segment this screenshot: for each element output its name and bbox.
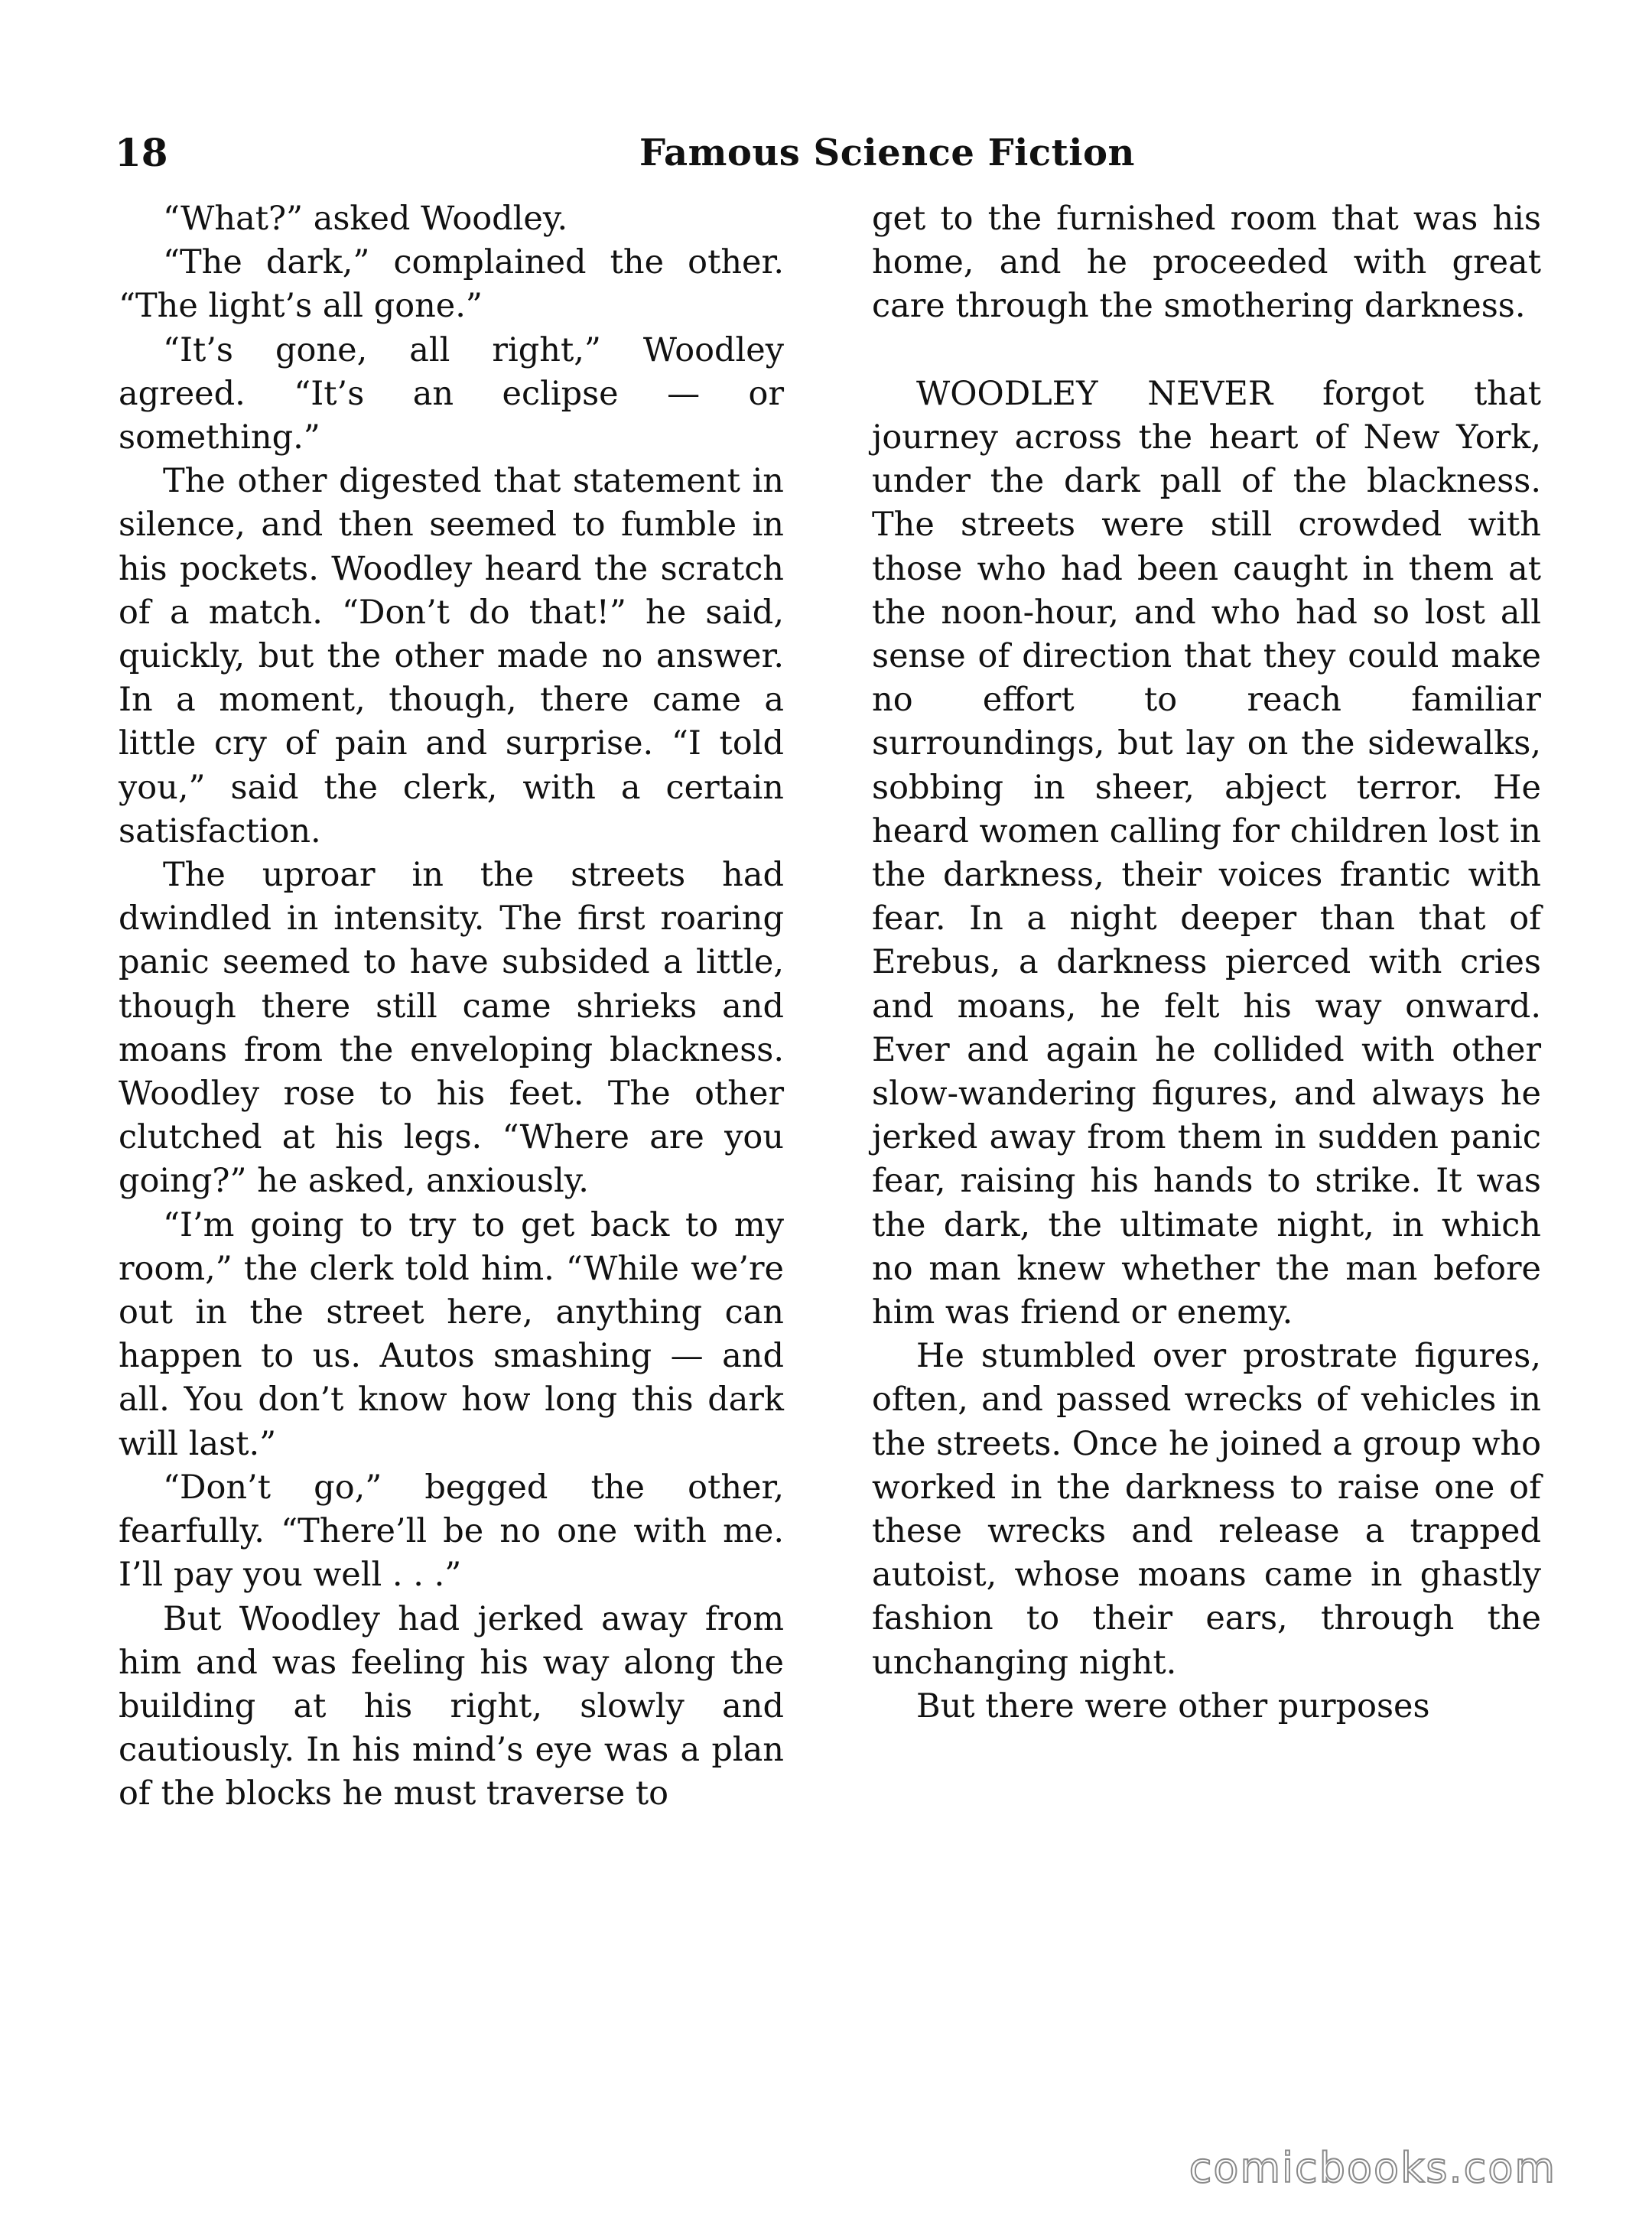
paragraph: The uproar in the streets had dwindled in intensity. The first roaring panic seemed to have subsided a little, though there still came shrieks and moans from the enveloping blackness. Woodley rose to his feet. The other clutched at his legs. “Where are you going?” he asked, anxiously. <box>119 856 784 1201</box>
paragraph: But there were other purposes <box>916 1686 1430 1725</box>
right-column <box>872 197 1541 1729</box>
paragraph: He stumbled over prostrate figures, often, and passed wrecks of vehicles in the streets. Once he joined a group who worked in the darkness to raise one of these wrecks and release a trapped autoist, whose moans came in ghastly fashion to their ears, through the unchanging night. <box>872 1337 1541 1682</box>
paragraph: “Don’t go,” begged the other, fearfully. “There’ll be no one with me. I’ll pay you well . . .” <box>119 1468 784 1595</box>
left-column <box>119 197 784 1816</box>
paragraph: “I’m going to try to get back to my room,” the clerk told him. “While we’re out in the street here, anything can happen to us. Autos smashing — and all. You don’t know how long this dark will last.” <box>119 1205 784 1463</box>
page-header <box>115 122 1537 184</box>
paragraph-continued: get to the furnished room that was his home, and he proceeded with great care through the smothering darkness. <box>872 200 1541 326</box>
paragraph: But Woodley had jerked away from him and was feeling his way along the building at his right, slowly and cautiously. In his mind’s eye was a plan of the blocks he must traverse to <box>119 1599 784 1813</box>
paragraph: “The dark,” complained the other. “The light’s all gone.” <box>119 243 784 326</box>
paragraph: “It’s gone, all right,” Woodley agreed. “It’s an eclipse — or something.” <box>119 330 784 457</box>
site-watermark: comicbooks.com <box>1189 2144 1556 2192</box>
section-opening-paragraph: WOODLEY NEVER forgot that journey across the heart of New York, under the dark pall of the blackness. The streets were still crowded with those who had been caught in them at the noon-hour, and who had so lost all sense of direction that they could make no effort to reach familiar surroundings, but lay on the sidewalks, sobbing in sheer, abject terror. He heard women calling for children lost in the darkness, their voices frantic with fear. In a night deeper than that of Erebus, a darkness pierced with cries and moans, he felt his way onward. Ever and again he collided with other slow-wandering figures, and always he jerked away from them in sudden panic fear, raising his hands to strike. It was the dark, the ultimate night, in which no man knew whether the man before him was friend or enemy. <box>872 374 1541 1332</box>
page-number: 18 <box>115 130 168 175</box>
running-title: Famous Science Fiction <box>639 132 1135 174</box>
paragraph: The other digested that statement in silence, and then seemed to fumble in his pockets. Woodley heard the scratch of a match. “Don’t do that!” he said, quickly, but the other made no answer. In a moment, though, there came a little cry of pain and surprise. “I told you,” said the clerk, with a certain satisfaction. <box>119 462 784 850</box>
paragraph: “What?” asked Woodley. <box>163 200 568 238</box>
